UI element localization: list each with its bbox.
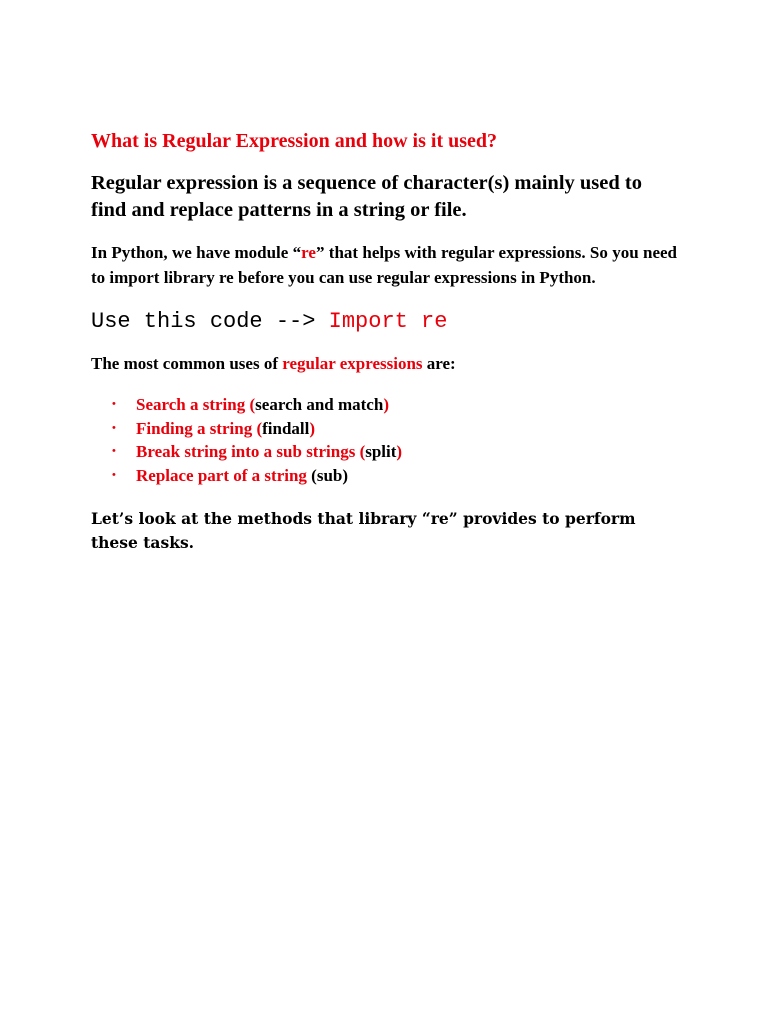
module-paragraph [91, 241, 677, 290]
module-paragraph-text-before: In Python, we have module “ [91, 243, 302, 262]
use-label: Replace part of a string [136, 465, 312, 485]
module-name: re [301, 243, 316, 262]
use-method: findall [262, 418, 310, 438]
page-title: What is Regular Expression and how is it used? [91, 130, 498, 152]
module-paragraph-text-after: ” that helps with regular expressions. So you need to import library re before you can use regular expressions in Python. [91, 243, 678, 287]
paren-open: ( [249, 395, 256, 414]
uses-intro [91, 352, 677, 376]
document-page [91, 128, 677, 555]
use-label: Search a string [136, 395, 250, 414]
list-item [91, 417, 677, 441]
definition-paragraph: Regular expression is a sequence of character(s) mainly used to find and replace patterns in a string or file. [91, 172, 642, 221]
paren-close: ) [396, 442, 403, 461]
uses-list [91, 393, 677, 487]
use-label: Break string into a sub strings [136, 442, 360, 461]
paren-open: ( [256, 418, 263, 438]
bullet-icon: • [112, 398, 116, 410]
bullet-icon: • [112, 468, 116, 481]
paren-close: ) [342, 465, 349, 485]
code-instruction [91, 307, 677, 337]
paren-open: ( [311, 465, 317, 485]
bullet-icon: • [112, 445, 116, 457]
closing-paragraph: Let’s look at the methods that library “re” provides to perform these tasks. [91, 509, 636, 552]
uses-intro-highlight: regular expressions [282, 354, 423, 373]
use-method: split [365, 442, 397, 461]
paren-close: ) [383, 395, 389, 414]
uses-intro-before: The most common uses of [91, 354, 283, 373]
use-method: sub [316, 465, 343, 485]
list-item [91, 393, 677, 417]
list-item [91, 440, 677, 464]
use-label: Finding a string [136, 418, 257, 438]
code-instruction-prefix: Use this code --> [91, 309, 329, 334]
import-code: Import re [328, 309, 448, 334]
list-item [91, 464, 677, 488]
paren-close: ) [309, 418, 316, 438]
bullet-icon: • [112, 421, 116, 434]
paren-open: ( [359, 442, 366, 461]
use-method: search and match [255, 395, 384, 414]
uses-intro-after: are: [422, 354, 456, 373]
